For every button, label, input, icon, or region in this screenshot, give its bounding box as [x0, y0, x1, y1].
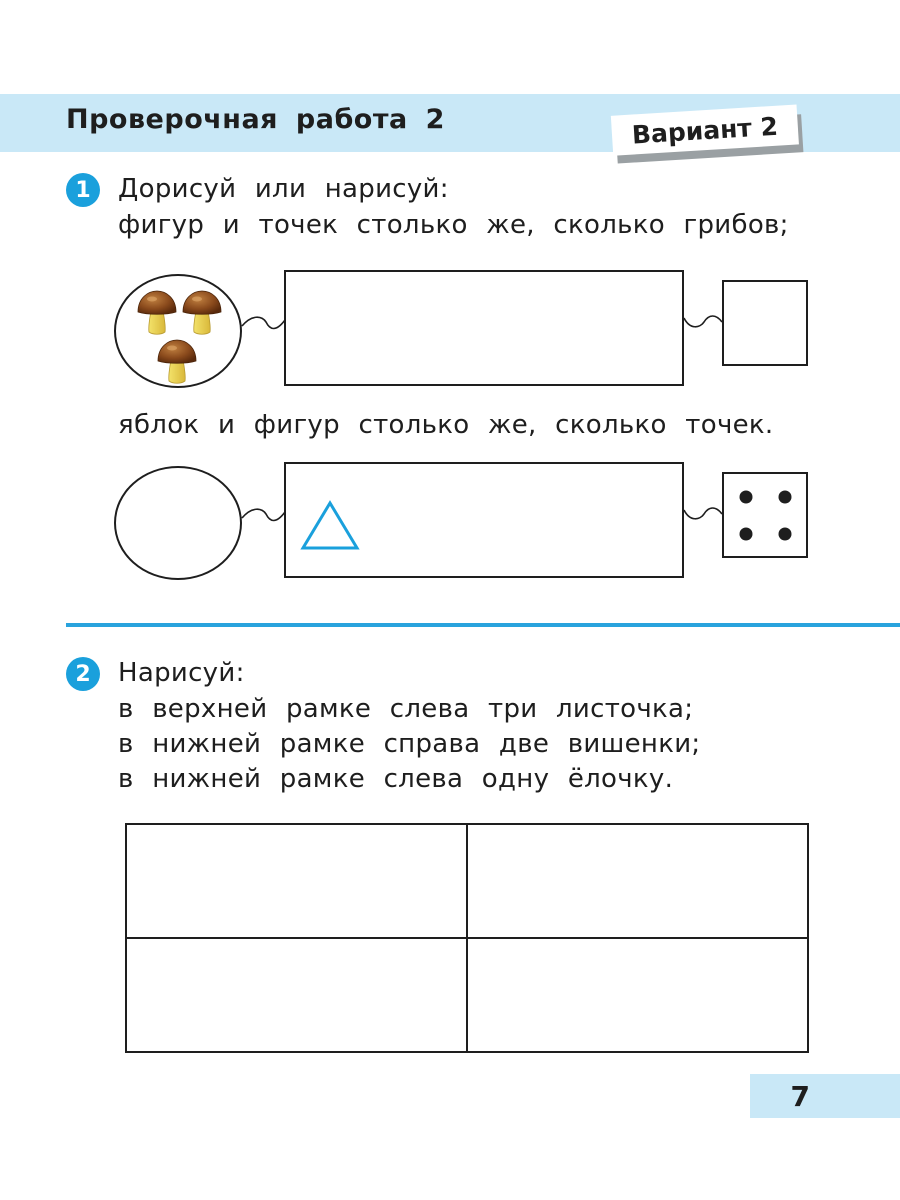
task-1-line-1: Дорисуй или нарисуй: [118, 174, 449, 204]
dot [779, 491, 792, 504]
mushroom-icon [138, 291, 176, 334]
mushroom-icon [158, 340, 196, 383]
task-1-number: 1 [66, 173, 100, 207]
page-number-label: 7 [790, 1079, 810, 1113]
frame-top-right[interactable] [466, 823, 809, 939]
frame-bottom-left[interactable] [125, 937, 468, 1053]
page-number [750, 1074, 900, 1118]
task-2-line-3: в нижней рамке справа две вишенки; [118, 729, 701, 759]
connector-line [242, 317, 285, 328]
frame-bottom-right[interactable] [466, 937, 809, 1053]
dot [740, 528, 753, 541]
task-1-line-3: яблок и фигур столько же, сколько точек. [118, 410, 774, 440]
dot [740, 491, 753, 504]
variant-label: Вариант 2 [611, 104, 799, 155]
dot [779, 528, 792, 541]
task-2-line-4: в нижней рамке слева одну ёлочку. [118, 764, 674, 794]
task-2-line-2: в верхней рамке слева три листочка; [118, 694, 694, 724]
connector-line [684, 508, 722, 519]
task-2-line-1: Нарисуй: [118, 658, 245, 688]
triangle-icon [303, 503, 357, 548]
page-title: Проверочная работа 2 [66, 104, 445, 135]
connector-line [684, 316, 722, 327]
task-1-line-2: фигур и точек столько же, сколько грибов; [118, 210, 789, 240]
mushroom-icon [183, 291, 221, 334]
connector-line [242, 509, 285, 520]
task-2-number: 2 [66, 657, 100, 691]
section-divider [66, 623, 900, 627]
frame-top-left[interactable] [125, 823, 468, 939]
